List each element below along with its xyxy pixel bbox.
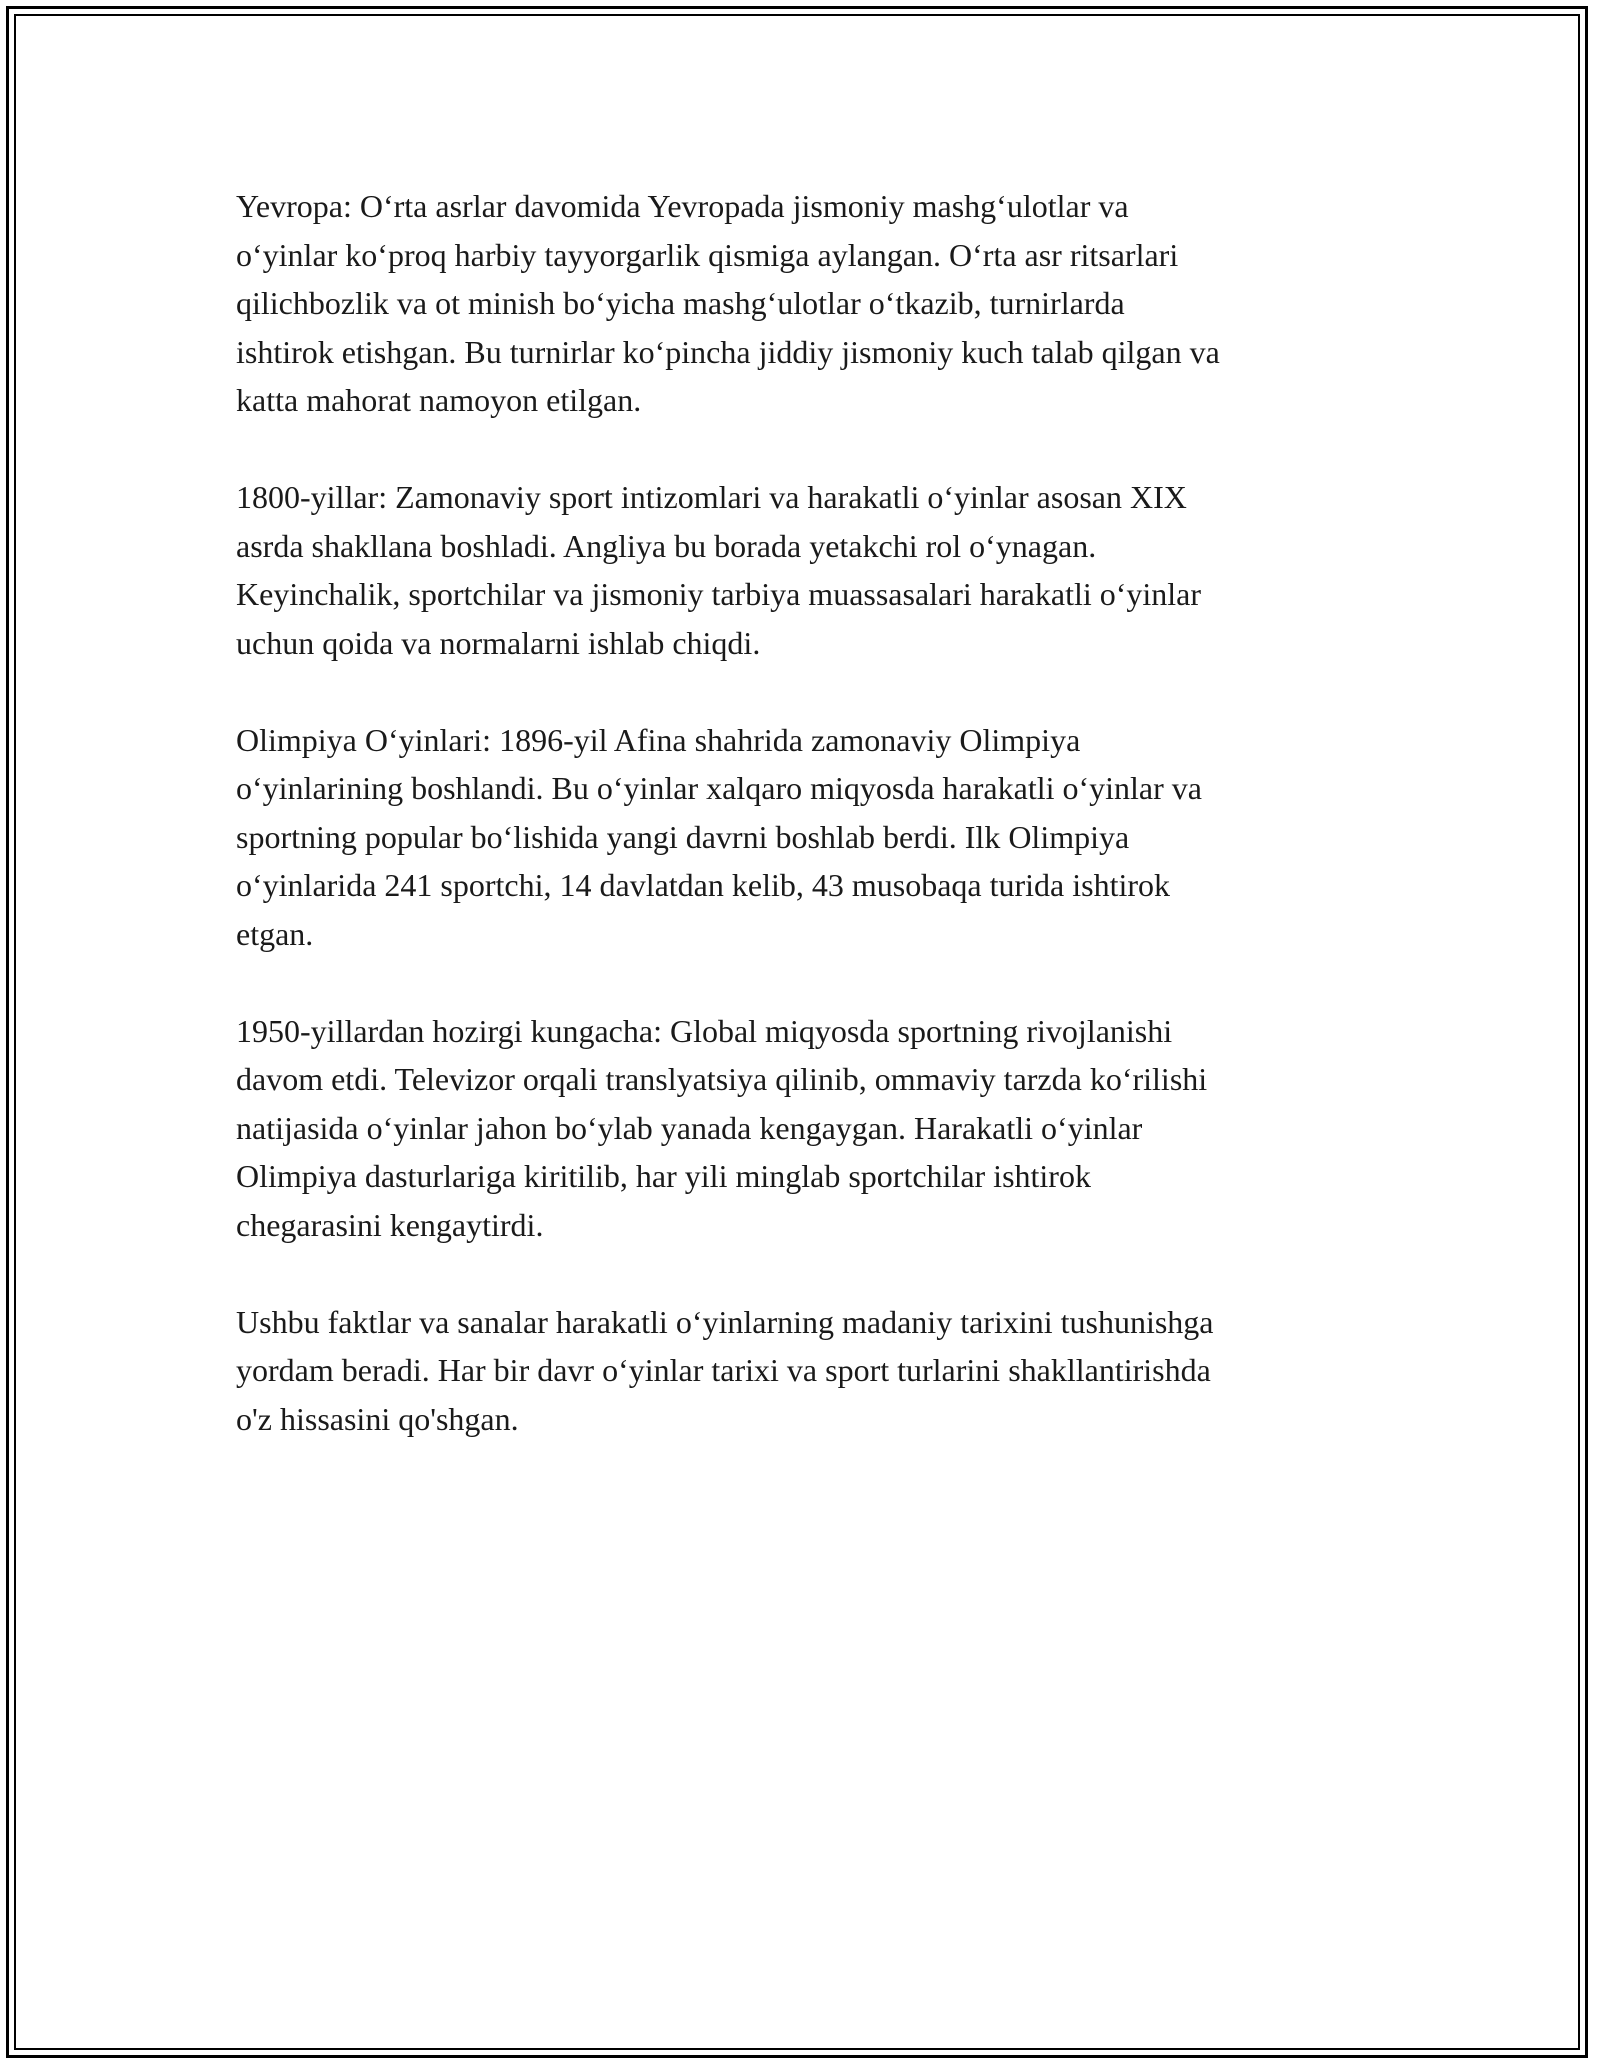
text-line: Olimpiya O‘yinlari: 1896-yil Afina shahrida zamonaviy Olimpiya [236,721,1081,758]
paragraph-olympic-games [236,716,1376,959]
text-line: katta mahorat namoyon etilgan. [236,382,642,418]
text-line: etgan. [236,915,314,952]
text-line: 1800-yillar: Zamonaviy sport intizomlari va harakatli o‘yinlar asosan XIX [236,479,1187,515]
text-line: ishtirok etishgan. Bu turnirlar ko‘pincha jiddiy jismoniy kuch talab qilgan va [236,333,1220,370]
paragraph-1800s [236,473,1376,667]
text-line: sportning popular bo‘lishida yangi davrni boshlab berdi. Ilk Olimpiya [236,818,1130,855]
text-line: yordam beradi. Har bir davr o‘yinlar tarixi va sport turlarini shakllantirishda [236,1352,1211,1388]
text-line: chegarasini kengaytirdi. [236,1206,544,1243]
text-line: Yevropa: O‘rta asrlar davomida Yevropada jismoniy mashg‘ulotlar va [236,188,1129,224]
text-line: o‘yinlarida 241 sportchi, 14 davlatdan kelib, 43 musobaqa turida ishtirok [236,867,1171,903]
text-line: uchun qoida va normalarni ishlab chiqdi. [236,624,761,661]
text-line: 1950-yillardan hozirgi kungacha: Global miqyosda sportning rivojlanishi [236,1012,1173,1049]
text-line: natijasida o‘yinlar jahon bo‘ylab yanada kengaygan. Harakatli o‘yinlar [236,1109,1143,1146]
paragraph-europe [236,182,1376,425]
text-line: Ushbu faktlar va sanalar harakatli o‘yinlarning madaniy tarixini tushunishga [236,1303,1214,1340]
text-line: o‘yinlarining boshlandi. Bu o‘yinlar xalqaro miqyosda harakatli o‘yinlar va [236,770,1202,806]
document-body [236,182,1376,1492]
text-line: davom etdi. Televizor orqali translyatsiya qilinib, ommaviy tarzda ko‘rilishi [236,1061,1208,1097]
paragraph-1950s-present [236,1007,1376,1250]
text-line: o‘yinlar ko‘proq harbiy tayyorgarlik qismiga aylangan. O‘rta asr ritsarlari [236,236,1179,273]
text-line: o'z hissasini qo'shgan. [236,1400,519,1437]
text-line: Olimpiya dasturlariga kiritilib, har yili minglab sportchilar ishtirok [236,1158,1091,1194]
text-line: asrda shakllana boshladi. Angliya bu borada yetakchi rol o‘ynagan. [236,527,1097,564]
text-line: qilichbozlik va ot minish bo‘yicha mashg‘ulotlar o‘tkazib, turnirlarda [236,285,1125,321]
text-line: Keyinchalik, sportchilar va jismoniy tarbiya muassasalari harakatli o‘yinlar [236,576,1202,612]
paragraph-conclusion [236,1298,1376,1444]
